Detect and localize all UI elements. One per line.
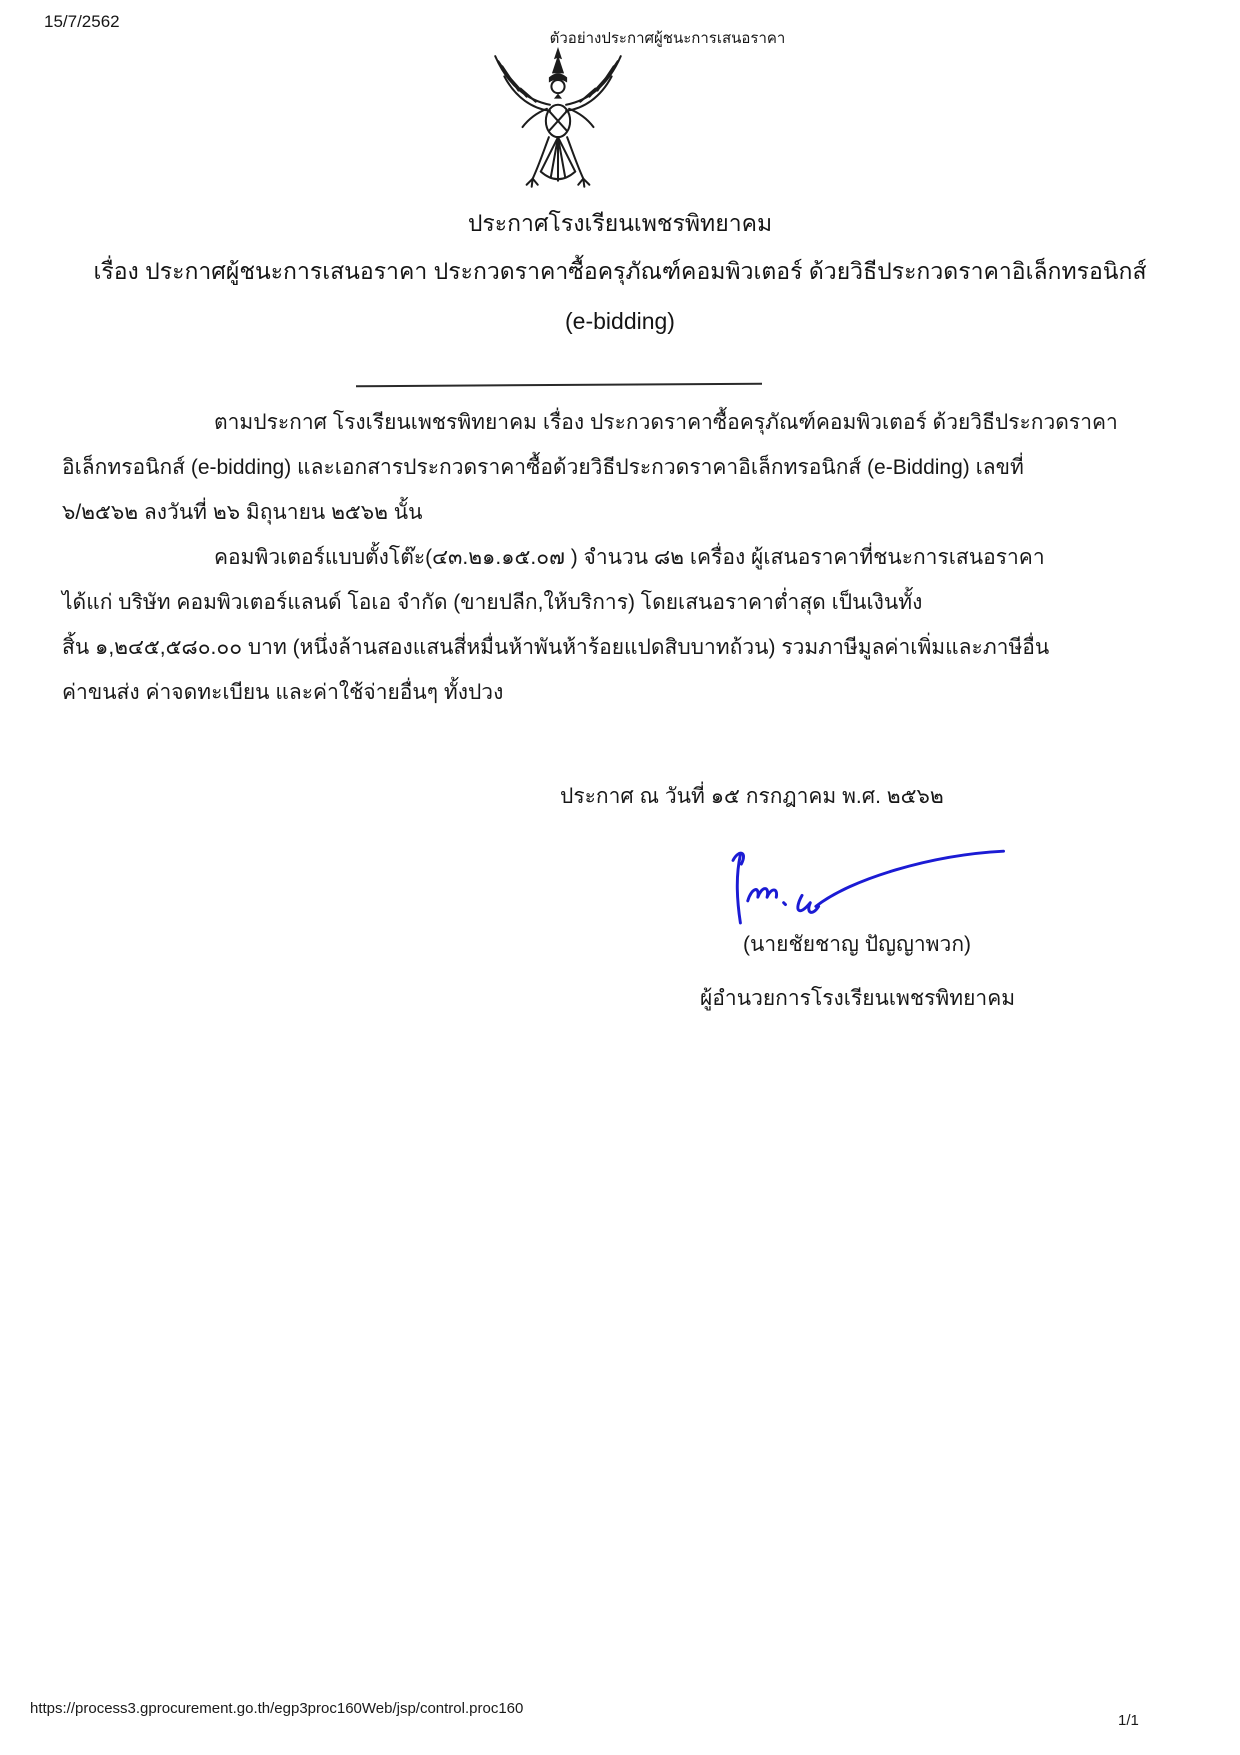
paragraph1-line3: ๖/๒๕๖๒ ลงวันที่ ๒๖ มิถุนายน ๒๕๖๒ นั้น bbox=[62, 501, 423, 524]
paragraph1-line1: ตามประกาศ โรงเรียนเพชรพิทยาคม เรื่อง ประกวดราคาซื้อครุภัณฑ์คอมพิวเตอร์ ด้วยวิธีประกวดราคา bbox=[214, 411, 1118, 434]
paragraph2-line4: ค่าขนส่ง ค่าจดทะเบียน และค่าใช้จ่ายอื่นๆ ทั้งปวง bbox=[62, 681, 504, 704]
paragraph1-line2: อิเล็กทรอนิกส์ (e-bidding) และเอกสารประกวดราคาซื้อด้วยวิธีประกวดราคาอิเล็กทรอนิกส์ (e-Bidding) เลขที่ bbox=[62, 456, 1024, 479]
page-number: 1/1 bbox=[1118, 1712, 1139, 1729]
print-date: 15/7/2562 bbox=[44, 12, 120, 31]
subject-line: เรื่อง ประกาศผู้ชนะการเสนอราคา ประกวดราคาซื้อครุภัณฑ์คอมพิวเตอร์ ด้วยวิธีประกวดราคาอิเล็กทรอนิกส์ bbox=[93, 258, 1147, 284]
header-note: ตัวอย่างประกาศผู้ชนะการเสนอราคา bbox=[549, 30, 786, 47]
paragraph2-line1: คอมพิวเตอร์แบบตั้งโต๊ะ(๔๓.๒๑.๑๕.๐๗ ) จำนวน ๘๒ เครื่อง ผู้เสนอราคาที่ชนะการเสนอราคา bbox=[214, 546, 1045, 569]
subject-line-ebidding: (e-bidding) bbox=[565, 308, 675, 334]
paragraph2-line3: สิ้น ๑,๒๔๕,๕๘๐.๐๐ บาท (หนึ่งล้านสองแสนสี่หมื่นห้าพันห้าร้อยแปดสิบบาทถ้วน) รวมภาษีมูลค่าเพิ่มและภาษีอื่น bbox=[62, 636, 1050, 659]
signature-handwriting bbox=[700, 842, 1020, 934]
footer-url: https://process3.gprocurement.go.th/egp3proc160Web/jsp/control.proc160 bbox=[30, 1700, 524, 1717]
signer-title: ผู้อำนวยการโรงเรียนเพชรพิทยาคม bbox=[700, 987, 1016, 1010]
page-title: ประกาศโรงเรียนเพชรพิทยาคม bbox=[467, 210, 773, 236]
signer-name: (นายชัยชาญ ปัญญาพวก) bbox=[743, 933, 972, 956]
garuda-emblem-icon bbox=[482, 44, 634, 206]
announce-date-line: ประกาศ ณ วันที่ ๑๕ กรกฎาคม พ.ศ. ๒๕๖๒ bbox=[560, 785, 944, 808]
paragraph2-line2: ได้แก่ บริษัท คอมพิวเตอร์แลนด์ โอเอ จำกัด (ขายปลีก,ให้บริการ) โดยเสนอราคาต่ำสุด เป็นเงินทั้ง bbox=[62, 591, 923, 614]
title-divider bbox=[356, 383, 762, 387]
